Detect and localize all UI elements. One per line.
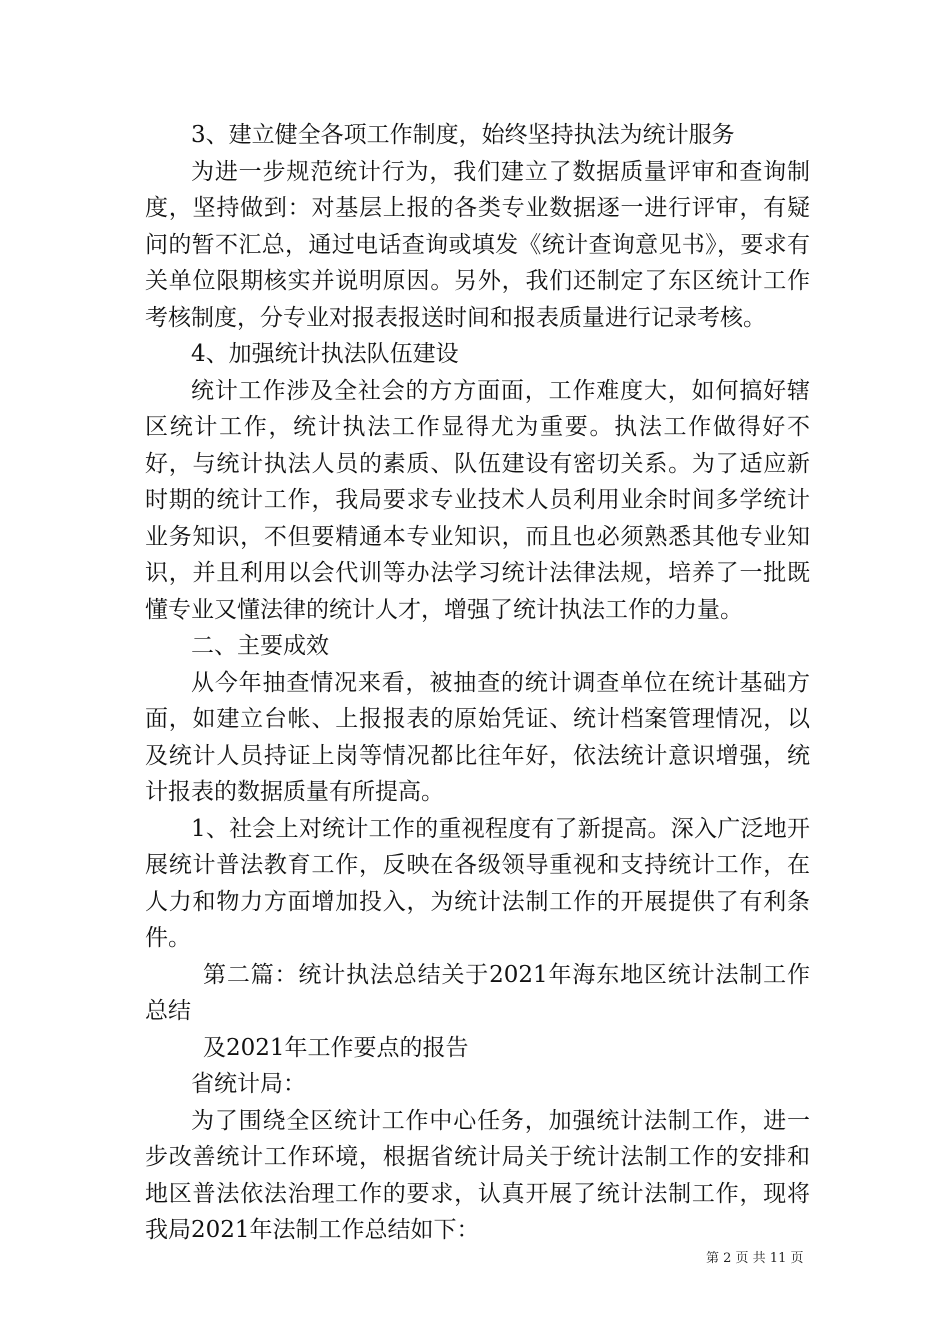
heading-item-4: 4、加强统计执法队伍建设 [191, 341, 459, 367]
heading-second-article-cont: 及2021年工作要点的报告 [203, 1034, 469, 1061]
paragraph-team-building: 统计工作涉及全社会的方方面面，工作难度大，如何搞好辖区统计工作，统计执法工作显得尤为重要。执法工作做得好不好，与统计执法人员的素质、队伍建设有密切关系。为了适应新时期的统计工作，我局要求专业技术人员利用业余时间多学统计业务知识，不但要精通本专业知识，而且也必须熟悉其他专业知识，并且利用以会代训等办法学习统计法律法规，培养了一批既懂专业又懂法律的统计人才，增强了统计执法工作的力量。 [145, 377, 810, 623]
heading-item-3: 3、建立健全各项工作制度，始终坚持执法为统计服务 [191, 122, 735, 148]
heading-main-results: 二、主要成效 [191, 633, 329, 659]
page-number: 第 2 页 共 11 页 [706, 1251, 804, 1266]
paragraph-intro: 为了围绕全区统计工作中心任务，加强统计法制工作，进一步改善统计工作环境，根据省统计局关于统计法制工作的安排和地区普法依法治理工作的要求，认真开展了统计法制工作，现将我局2021年法制工作总结如下： [145, 1107, 810, 1243]
document-body [145, 117, 810, 1249]
paragraph-data-quality: 为进一步规范统计行为，我们建立了数据质量评审和查询制度，坚持做到：对基层上报的各类专业数据逐一进行评审，有疑问的暂不汇总，通过电话查询或填发《统计查询意见书》，要求有关单位限期核实并说明原因。另外，我们还制定了东区统计工作考核制度，分专业对报表报送时间和报表质量进行记录考核。 [145, 158, 810, 331]
heading-second-article: 第二篇：统计执法总结关于2021年海东地区统计法制工作总结 [145, 961, 810, 1024]
paragraph-inspection: 从今年抽查情况来看，被抽查的统计调查单位在统计基础方面，如建立台帐、上报报表的原始凭证、统计档案管理情况，以及统计人员持证上岗等情况都比往年好，依法统计意识增强，统计报表的数据质量有所提高。 [145, 669, 810, 805]
paragraph-item-1: 1、社会上对统计工作的重视程度有了新提高。深入广泛地开展统计普法教育工作，反映在各级领导重视和支持统计工作，在人力和物力方面增加投入，为统计法制工作的开展提供了有利条件。 [145, 815, 810, 951]
salutation: 省统计局： [191, 1071, 306, 1097]
